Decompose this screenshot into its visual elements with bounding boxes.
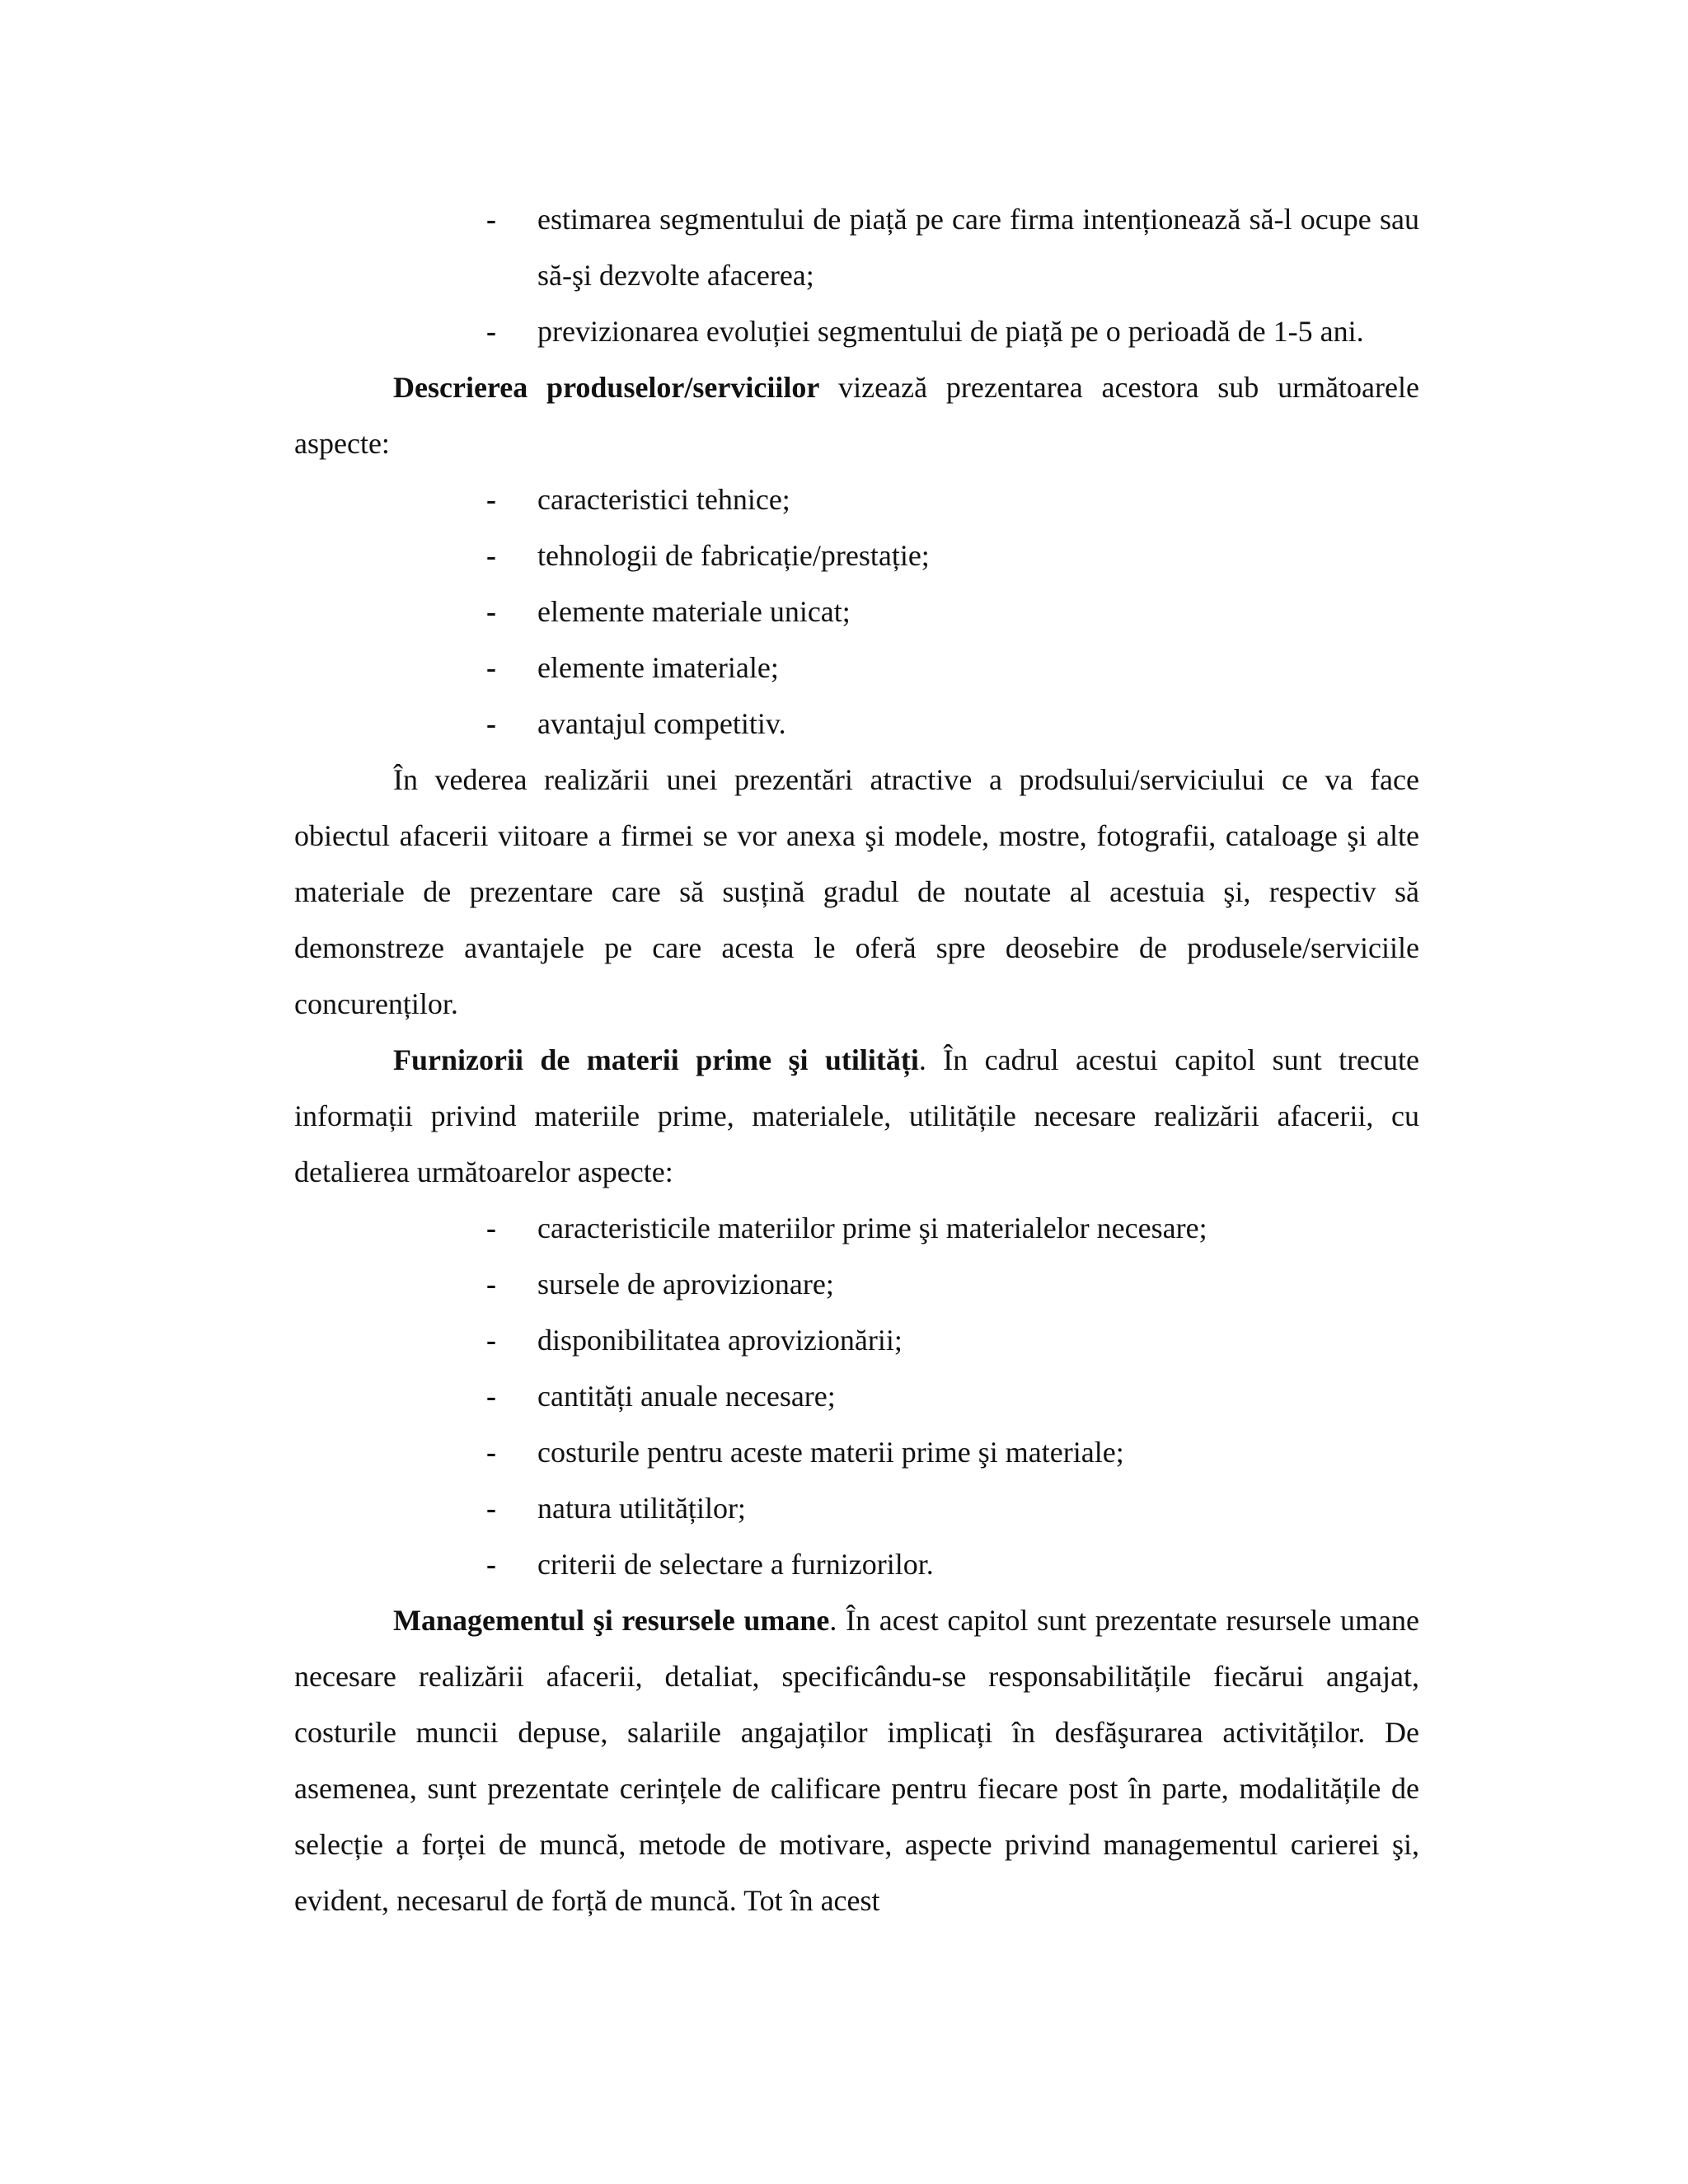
dash-bullet: -: [486, 1436, 496, 1469]
list-item-text: previzionarea evoluției segmentului de piață pe o perioadă de 1-5 ani.: [537, 315, 1364, 348]
management-paragraph: [294, 1592, 1419, 1929]
list-item-text: disponibilitatea aprovizionării;: [537, 1324, 903, 1357]
list-item-text: estimarea segmentului de piață pe care firma intenționează să-l ocupe sau să-şi dezvolte afacerea;: [537, 203, 1419, 292]
dash-bullet: -: [486, 595, 496, 628]
product-aspects-list: [294, 471, 1419, 752]
list-item-text: natura utilităților;: [537, 1492, 746, 1525]
products-paragraph-text: vizează prezentarea acestora sub următoarele aspecte:: [294, 371, 1419, 460]
list-item-text: costurile pentru aceste materii prime şi materiale;: [537, 1436, 1124, 1469]
suppliers-paragraph-text: . În cadrul acestui capitol sunt trecute informații privind materiile prime, materialele, utilitățile necesare realizării afacerii, cu detalierea următoarelor aspecte:: [294, 1043, 1419, 1188]
products-heading: Descrierea produselor/serviciilor: [393, 371, 820, 404]
list-item: [486, 1368, 1419, 1424]
dash-bullet: -: [486, 651, 496, 684]
list-item: [486, 527, 1419, 583]
supplier-aspects-list: [294, 1200, 1419, 1592]
list-item: [486, 1256, 1419, 1312]
market-segment-list: [294, 191, 1419, 359]
list-item-text: criterii de selectare a furnizorilor.: [537, 1548, 934, 1581]
list-item: [486, 1536, 1419, 1592]
suppliers-heading: Furnizorii de materii prime şi utilități: [393, 1043, 919, 1076]
list-item: [486, 1200, 1419, 1256]
list-item-text: avantajul competitiv.: [537, 707, 786, 740]
dash-bullet: -: [486, 1380, 496, 1413]
list-item: [486, 640, 1419, 696]
list-item-text: tehnologii de fabricație/prestație;: [537, 539, 930, 572]
dash-bullet: -: [486, 707, 496, 740]
dash-bullet: -: [486, 1548, 496, 1581]
dash-bullet: -: [486, 1212, 496, 1244]
products-paragraph: [294, 359, 1419, 471]
list-item: [486, 583, 1419, 640]
dash-bullet: -: [486, 315, 496, 348]
list-item-text: caracteristicile materiilor prime şi materialelor necesare;: [537, 1212, 1207, 1244]
list-item: [486, 1312, 1419, 1368]
presentation-paragraph: În vederea realizării unei prezentări atractive a prodsului/serviciului ce va face obiectul afacerii viitoare a firmei se vor anexa şi modele, mostre, fotografii, cataloage şi alte materiale de prezentare care să susțină gradul de noutate al acestuia şi, respectiv să demonstreze avantajele pe care acesta le oferă spre deosebire de produsele/serviciile concurenților.: [294, 763, 1419, 1020]
dash-bullet: -: [486, 203, 496, 236]
list-item: [486, 1424, 1419, 1480]
list-item-text: elemente imateriale;: [537, 651, 779, 684]
management-heading: Managementul şi resursele umane: [393, 1604, 830, 1637]
management-paragraph-text: . În acest capitol sunt prezentate resursele umane necesare realizării afacerii, detaliat, specificându-se responsabilitățile fiecărui angajat, costurile muncii depuse, salariile angajaților implicați în desfăşurarea activităților. De asemenea, sunt prezentate cerințele de calificare pentru fiecare post în parte, modalitățile de selecție a forței de muncă, metode de motivare, aspecte privind managementul carierei şi, evident, necesarul de forță de muncă. Tot în acest: [294, 1604, 1419, 1917]
document-page: [294, 191, 1419, 1929]
list-item: [486, 471, 1419, 527]
list-item: [486, 696, 1419, 752]
list-item: [486, 303, 1419, 359]
list-item: [486, 191, 1419, 303]
list-item-text: sursele de aprovizionare;: [537, 1268, 834, 1301]
dash-bullet: -: [486, 1492, 496, 1525]
list-item-text: elemente materiale unicat;: [537, 595, 851, 628]
dash-bullet: -: [486, 539, 496, 572]
dash-bullet: -: [486, 1268, 496, 1301]
dash-bullet: -: [486, 483, 496, 516]
suppliers-paragraph: [294, 1032, 1419, 1200]
dash-bullet: -: [486, 1324, 496, 1357]
list-item: [486, 1480, 1419, 1536]
list-item-text: caracteristici tehnice;: [537, 483, 790, 516]
list-item-text: cantități anuale necesare;: [537, 1380, 836, 1413]
